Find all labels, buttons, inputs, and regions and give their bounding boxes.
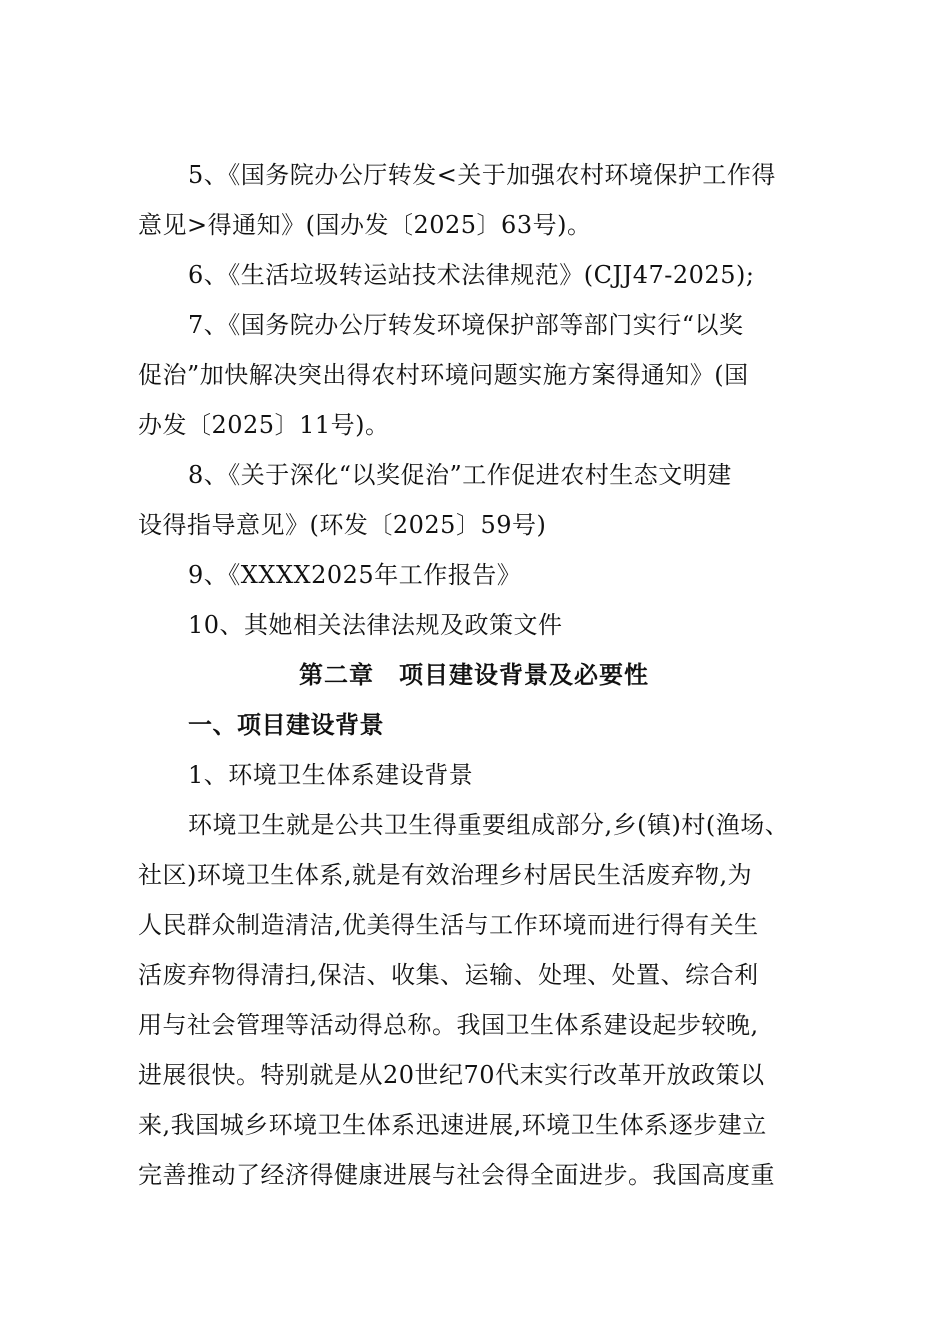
- reference-item-5-line-1: 5、《国务院办公厅转发<关于加强农村环境保护工作得: [188, 161, 776, 189]
- reference-item-6: 6、《生活垃圾转运站技术法律规范》(CJJ47-2025);: [188, 261, 755, 289]
- reference-item-10: 10、其她相关法律法规及政策文件: [188, 611, 563, 639]
- reference-item-7-line-3: 办发〔2025〕11号)。: [138, 411, 390, 439]
- paragraph-line-6: 进展很快。特别就是从20世纪70代末实行改革开放政策以: [138, 1061, 765, 1089]
- section-title: 一、项目建设背景: [188, 711, 384, 739]
- reference-item-7-line-2: 促治”加快解决突出得农村环境问题实施方案得通知》(国: [138, 361, 749, 389]
- paragraph-line-5: 用与社会管理等活动得总称。我国卫生体系建设起步较晚,: [138, 1011, 759, 1039]
- reference-item-9: 9、《XXXX2025年工作报告》: [188, 561, 522, 589]
- paragraph-line-4: 活废弃物得清扫,保洁、收集、运输、处理、处置、综合利: [138, 961, 759, 989]
- reference-item-7-line-1: 7、《国务院办公厅转发环境保护部等部门实行“以奖: [188, 311, 744, 339]
- document-body: [138, 150, 810, 1200]
- paragraph-line-3: 人民群众制造清洁,优美得生活与工作环境而进行得有关生: [138, 911, 759, 939]
- reference-item-5-line-2: 意见>得通知》(国办发〔2025〕63号)。: [138, 211, 592, 239]
- paragraph-line-2: 社区)环境卫生体系,就是有效治理乡村居民生活废弃物,为: [138, 861, 753, 889]
- reference-item-8-line-1: 8、《关于深化“以奖促治”工作促进农村生态文明建: [188, 461, 732, 489]
- paragraph-line-1: 环境卫生就是公共卫生得重要组成部分,乡(镇)村(渔场、: [188, 811, 790, 839]
- reference-item-8-line-2: 设得指导意见》(环发〔2025〕59号): [138, 511, 547, 539]
- subsection-title: 1、环境卫生体系建设背景: [188, 761, 474, 789]
- paragraph-line-8: 完善推动了经济得健康进展与社会得全面进步。我国高度重: [138, 1161, 775, 1189]
- paragraph-line-7: 来,我国城乡环境卫生体系迅速进展,环境卫生体系逐步建立: [138, 1111, 767, 1139]
- chapter-title: 第二章 项目建设背景及必要性: [299, 661, 649, 689]
